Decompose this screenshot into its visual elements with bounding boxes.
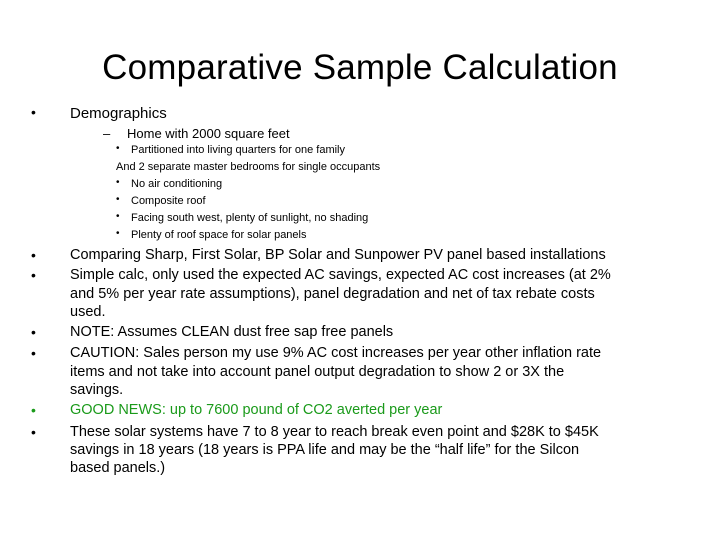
point-comparing: Comparing Sharp, First Solar, BP Solar and Sunpower PV panel based installations: [70, 247, 606, 263]
demographics-label: Demographics: [70, 105, 167, 122]
point-good-news: [70, 402, 442, 418]
bullet-icon: •: [116, 177, 120, 188]
point-break-even-end: based panels.): [70, 460, 166, 476]
detail-item: No air conditioning: [131, 178, 223, 190]
point-simple-calc-cont: and 5% per year rate assumptions), panel degradation and net of tax rebate costs: [70, 286, 595, 302]
bullet-icon: •: [31, 267, 36, 283]
bullet-icon: •: [116, 143, 120, 154]
detail-item: Partitioned into living quarters for one family: [131, 144, 345, 156]
bullet-icon: •: [31, 424, 36, 440]
bullet-icon: •: [31, 402, 36, 418]
detail-item: Plenty of roof space for solar panels: [131, 229, 307, 241]
bullet-icon: •: [31, 324, 36, 340]
bullet-icon: •: [116, 228, 120, 239]
point-note: NOTE: Assumes CLEAN dust free sap free panels: [70, 324, 394, 340]
bullet-icon: •: [116, 211, 120, 222]
point-caution-end: savings.: [70, 382, 124, 398]
point-break-even: These solar systems have 7 to 8 year to reach break even point and $28K to $45K: [70, 424, 599, 440]
good-news-text: : up to 7600 pound of CO2 averted per year: [161, 402, 443, 418]
bullet-icon: •: [116, 194, 120, 205]
bullet-icon: •: [31, 345, 36, 361]
point-simple-calc: Simple calc, only used the expected AC savings, expected AC cost increases (at 2%: [70, 267, 611, 283]
detail-item: And 2 separate master bedrooms for single occupants: [116, 161, 381, 173]
bullet-icon: •: [31, 247, 36, 263]
home-size-text: Home with 2000 square feet: [127, 126, 290, 141]
point-break-even-cont: savings in 18 years (18 years is PPA life and may be the “half life” for the Silcon: [70, 442, 580, 458]
bullet-icon: •: [31, 104, 36, 120]
point-simple-calc-end: used.: [70, 304, 106, 320]
dash-icon: –: [103, 126, 111, 141]
detail-item: Facing south west, plenty of sunlight, no shading: [131, 212, 369, 224]
slide-title: Comparative Sample Calculation: [102, 48, 618, 87]
point-caution: CAUTION: Sales person my use 9% AC cost increases per year other inflation rate: [70, 345, 602, 361]
good-news-label: GOOD NEWS: [70, 402, 162, 418]
detail-item: Composite roof: [131, 195, 206, 207]
point-caution-cont: items and not take into account panel output degradation to show 2 or 3X the: [70, 364, 565, 380]
